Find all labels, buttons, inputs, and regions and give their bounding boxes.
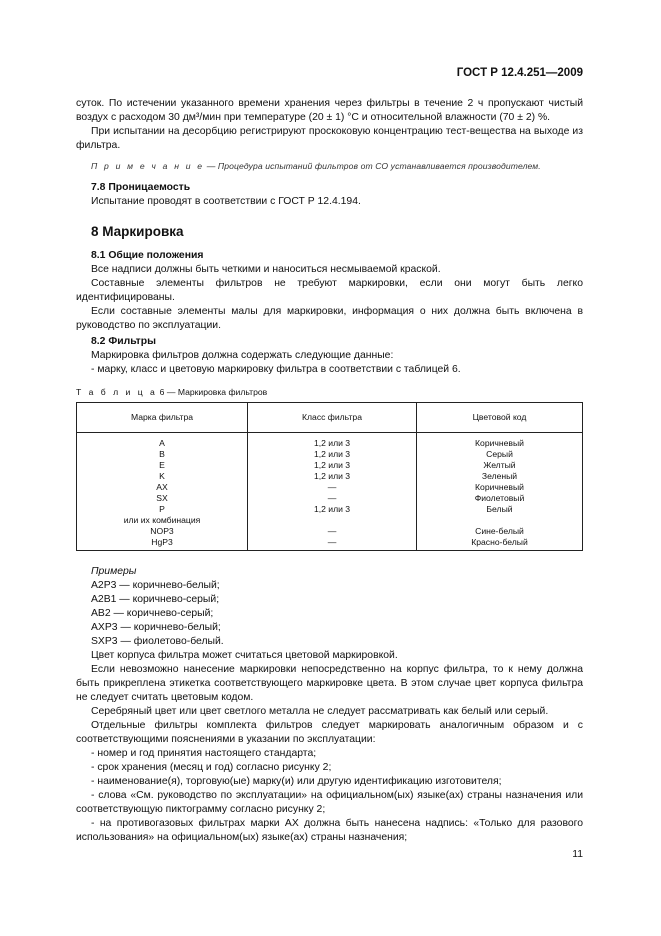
table-header-cell: Цветовой код xyxy=(417,403,583,433)
example-item: AB2 — коричнево-серый; xyxy=(91,608,214,619)
table-cell: Серый xyxy=(486,449,513,459)
example-item: A2P3 — коричнево-белый; xyxy=(91,580,220,591)
table-caption-title: 6 — Маркировка фильтров xyxy=(157,387,268,397)
example-item: A2B1 — коричнево-серый; xyxy=(91,594,220,605)
table-row xyxy=(77,449,583,460)
table-cell: Белый xyxy=(486,504,513,514)
table-cell: 1,2 или 3 xyxy=(248,433,417,450)
section-heading-7-8: 7.8 Проницаемость xyxy=(91,182,191,193)
table-cell: P xyxy=(77,504,248,515)
table-cell: — xyxy=(248,493,417,504)
table-row xyxy=(77,493,583,504)
table-row xyxy=(77,433,583,450)
table-cell: 1,2 или 3 xyxy=(248,471,417,482)
list-item: - на противогазовых фильтрах марки АХ должна быть нанесена надпись: «Только для разового использования» на официальном(ых) языке(ах) страны назначения; xyxy=(76,818,583,843)
table-cell: Красно-белый xyxy=(471,537,528,547)
table-row xyxy=(77,471,583,482)
paragraph: Если невозможно нанесение маркировки непосредственно на корпус фильтра, то к нему должна быть прикреплена этикетка соответствующего маркировке цвета. В этом случае цвет корпуса фильтра не следует считать цветовым кодом. xyxy=(76,664,583,703)
table-cell: E xyxy=(77,460,248,471)
example-item: AXP3 — коричнево-белый; xyxy=(91,622,221,633)
table-cell: 1,2 или 3 xyxy=(248,504,417,515)
table-cell: Коричневый xyxy=(475,482,524,492)
paragraph: Все надписи должны быть четкими и наноситься несмываемой краской. xyxy=(91,264,441,275)
list-item: - наименование(я), торговую(ые) марку(и) или другую идентификацию изготовителя; xyxy=(91,776,502,787)
table-row xyxy=(77,526,583,537)
paragraph: - марку, класс и цветовую маркировку фильтра в соответствии с таблицей 6. xyxy=(91,364,461,375)
table-cell: или их комбинация xyxy=(77,515,248,526)
examples-block xyxy=(76,565,583,649)
table-cell: — xyxy=(248,482,417,493)
table-cell: — xyxy=(248,526,417,537)
paragraph: При испытании на десорбцию регистрируют проскоковую концентрацию тест-вещества на выходе из фильтра. xyxy=(76,126,583,151)
section-heading-8-2: 8.2 Фильтры xyxy=(91,336,156,347)
list-item: - номер и год принятия настоящего стандарта; xyxy=(91,748,317,759)
paragraph: суток. По истечении указанного времени хранения через фильтры в течение 2 ч пропускают чистый воздух с расходом 30 дм³/мин при температуре (20 ± 1) °С и относительной влажности (70 ± 2) %. xyxy=(76,98,583,123)
table-header-cell: Марка фильтра xyxy=(77,403,248,433)
paragraph: Отдельные фильтры комплекта фильтров следует маркировать аналогичным образом и с соответствующими пояснениями в указании по эксплуатации: xyxy=(76,720,583,745)
table-cell: Фиолетовый xyxy=(474,493,525,503)
note xyxy=(76,160,583,172)
table-cell: A xyxy=(77,433,248,450)
table-cell: K xyxy=(77,471,248,482)
paragraph: Составные элементы фильтров не требуют маркировки, если они могут быть легко идентифицированы. xyxy=(76,278,583,303)
table-cell: Сине-белый xyxy=(475,526,524,536)
table-cell: 1,2 или 3 xyxy=(248,460,417,471)
table-cell: B xyxy=(77,449,248,460)
table-cell: AX xyxy=(77,482,248,493)
table-cell xyxy=(417,515,583,526)
paragraph: Маркировка фильтров должна содержать следующие данные: xyxy=(91,350,394,361)
filter-marking-table xyxy=(76,402,583,551)
note-label: П р и м е ч а н и е xyxy=(91,161,205,171)
table-cell: Коричневый xyxy=(475,438,524,448)
table-caption xyxy=(76,386,583,398)
table-row xyxy=(77,460,583,471)
section-heading-8-1: 8.1 Общие положения xyxy=(91,250,204,261)
table-cell: SX xyxy=(77,493,248,504)
table-cell: Зеленый xyxy=(481,471,518,481)
table-header-cell: Класс фильтра xyxy=(248,403,417,433)
table-row xyxy=(77,537,583,551)
page-content xyxy=(76,97,583,845)
paragraph: Испытание проводят в соответствии с ГОСТ Р 12.4.194. xyxy=(91,196,361,207)
table-cell: NOP3 xyxy=(77,526,248,537)
examples-title: Примеры xyxy=(91,566,137,577)
paragraph: Серебряный цвет или цвет светлого металла не следует рассматривать как белый или серый. xyxy=(91,706,549,717)
table-cell: Желтый xyxy=(483,460,516,470)
list-item: - срок хранения (месяц и год) согласно рисунку 2; xyxy=(91,762,332,773)
table-cell: 1,2 или 3 xyxy=(248,449,417,460)
list-item: - слова «См. руководство по эксплуатации» на официальном(ых) языке(ах) страны назначения или соответствующую пиктограмму согласно рисунку 2; xyxy=(76,790,583,815)
note-text: — Процедура испытаний фильтров от СО устанавливается производителем. xyxy=(204,161,541,171)
example-item: SXP3 — фиолетово-белый. xyxy=(91,636,224,647)
section-heading-8: 8 Маркировка xyxy=(91,224,184,239)
table-cell: HgP3 xyxy=(77,537,248,551)
paragraph: Если составные элементы малы для маркировки, информация о них должна быть включена в руководство по эксплуатации. xyxy=(76,306,583,331)
table-row xyxy=(77,482,583,493)
table-cell: — xyxy=(248,537,417,551)
table-caption-label: Т а б л и ц а xyxy=(76,387,158,397)
document-header-id: ГОСТ Р 12.4.251—2009 xyxy=(456,67,583,79)
table-header-row xyxy=(77,403,583,433)
table-row xyxy=(77,504,583,515)
paragraph: Цвет корпуса фильтра может считаться цветовой маркировкой. xyxy=(91,650,398,661)
table-cell xyxy=(248,515,417,526)
table-row xyxy=(77,515,583,526)
page-number: 11 xyxy=(572,849,583,860)
